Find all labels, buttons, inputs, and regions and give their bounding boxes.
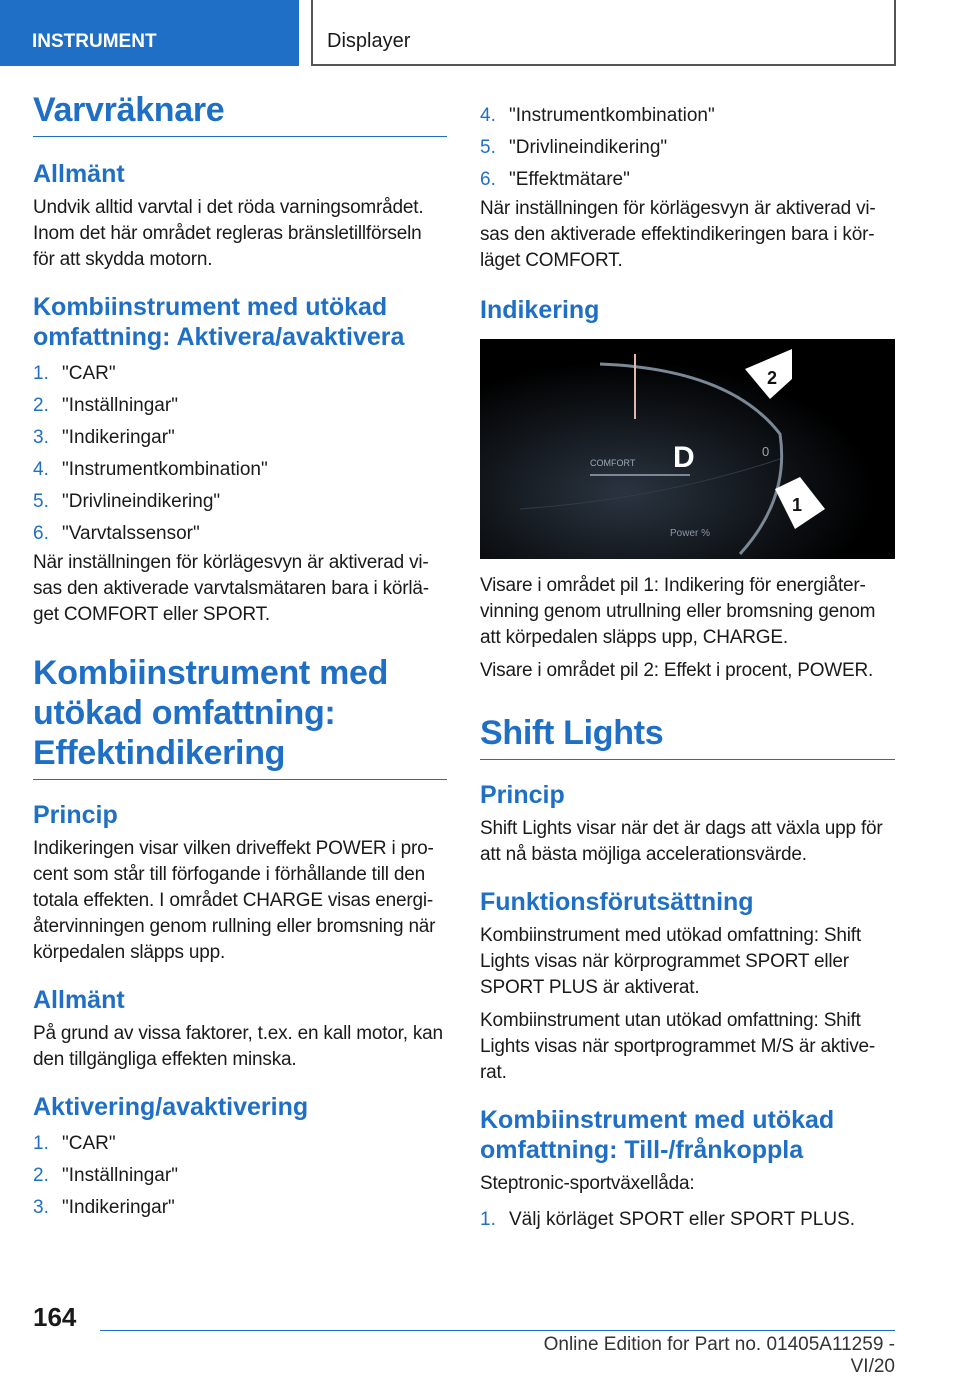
list-item: 5. "Drivlineindikering" xyxy=(33,491,221,512)
steps-list-1 xyxy=(33,358,447,550)
power-meter-illustration xyxy=(480,339,895,559)
heading-indikering: Indikering xyxy=(480,296,600,324)
subsection-tab[interactable]: Displayer xyxy=(311,0,896,66)
list-item: 2. "Inställningar" xyxy=(33,395,178,416)
gear-indicator: D xyxy=(673,441,695,474)
footer-divider xyxy=(100,1330,895,1331)
svg-text:1: 1 xyxy=(792,495,803,515)
list-item: 4. "Instrumentkombination" xyxy=(33,459,268,480)
list-item: 3. "Indikeringar" xyxy=(33,427,175,448)
page-header xyxy=(0,0,960,66)
heading-kombi-aktivera: Kombiinstrument med utökad omfattning: Aktivera/avaktivera xyxy=(33,293,405,351)
heading-princip-2: Princip xyxy=(480,781,565,809)
paragraph-pil-1: Visare i området pil 1: Indikering för energiåter-vinning genom utrullning eller bromsning genom att körpedalen släpps upp, CHARGE. xyxy=(480,575,876,648)
power-label: Power % xyxy=(670,528,711,539)
steps-list-3 xyxy=(480,1204,895,1236)
paragraph-steptronic: Steptronic-sportväxellåda: xyxy=(480,1173,695,1194)
heading-till-frankoppla: Kombiinstrument med utökad omfattning: Till-/frånkoppla xyxy=(480,1106,835,1164)
heading-allmant-2: Allmänt xyxy=(33,986,125,1014)
list-item: 5. "Drivlineindikering" xyxy=(480,137,668,158)
heading-effektindikering: Kombiinstrument med utökad omfattning: Effektindikering xyxy=(33,653,447,780)
paragraph-princip: Indikeringen visar vilken driveffekt POWER i pro-cent som står till förfogande i förhållande till den totala effekten. I området CHARGE visas energi-återvinningen genom rullning eller bromsning när körpedalen släpps upp. xyxy=(33,838,436,963)
right-column xyxy=(480,100,895,1236)
heading-princip: Princip xyxy=(33,801,118,829)
heading-varvraknare: Varvräknare xyxy=(33,90,447,137)
left-column xyxy=(33,90,447,1224)
paragraph-funk-2: Kombiinstrument utan utökad omfattning: Shift Lights visas när sportprogrammet M/S är aktive-rat. xyxy=(480,1010,876,1083)
list-item: 3. "Indikeringar" xyxy=(33,1197,175,1218)
heading-shift-lights: Shift Lights xyxy=(480,713,895,760)
heading-funktionsforutsattning: Funktionsförutsättning xyxy=(480,888,754,916)
power-meter-figure xyxy=(480,339,895,559)
list-item: 4. "Instrumentkombination" xyxy=(480,105,715,126)
heading-aktivering: Aktivering/avaktivering xyxy=(33,1093,309,1121)
mode-label: COMFORT xyxy=(590,458,636,468)
paragraph-effekt-korlage: När inställningen för körlägesvyn är aktiverad vi-sas den aktiverade effektindikeringen bara i kör-läget COMFORT. xyxy=(480,198,876,271)
edition-text: Online Edition for Part no. 01405A11259 - VI/20 xyxy=(543,1334,895,1377)
section-tab[interactable]: INSTRUMENT xyxy=(0,0,299,66)
steps-list-continued xyxy=(480,100,895,196)
heading-allmant: Allmänt xyxy=(33,160,125,188)
steps-list-2 xyxy=(33,1128,447,1224)
list-item: 1. "CAR" xyxy=(33,363,116,384)
page-number: 164 xyxy=(33,1302,77,1332)
list-item: 6. "Varvtalssensor" xyxy=(33,523,200,544)
list-item: 1. "CAR" xyxy=(33,1133,116,1154)
list-item: 1. Välj körläget SPORT eller SPORT PLUS. xyxy=(480,1209,856,1230)
scale-zero: 0 xyxy=(762,444,770,459)
paragraph-pil-2: Visare i området pil 2: Effekt i procent, POWER. xyxy=(480,660,874,681)
paragraph-funk-1: Kombiinstrument med utökad omfattning: Shift Lights visas när körprogrammet SPORT eller SPORT PLUS är aktiverat. xyxy=(480,925,861,998)
svg-text:2: 2 xyxy=(767,368,778,388)
list-item: 2. "Inställningar" xyxy=(33,1165,178,1186)
list-item: 6. "Effektmätare" xyxy=(480,169,630,190)
paragraph-korlagesvyn: När inställningen för körlägesvyn är aktiverad vi-sas den aktiverade varvtalsmätaren bara i körlä-get COMFORT eller SPORT. xyxy=(33,552,429,625)
paragraph-princip-2: Shift Lights visar när det är dags att växla upp för att nå bästa möjliga accelerationsvärde. xyxy=(480,818,883,865)
paragraph-allmant-2: På grund av vissa faktorer, t.ex. en kall motor, kan den tillgängliga effekten minska. xyxy=(33,1023,443,1070)
paragraph-allmant: Undvik alltid varvtal i det röda varningsområdet. Inom det här området regleras bränsletillförseln för att skydda motorn. xyxy=(33,197,424,270)
